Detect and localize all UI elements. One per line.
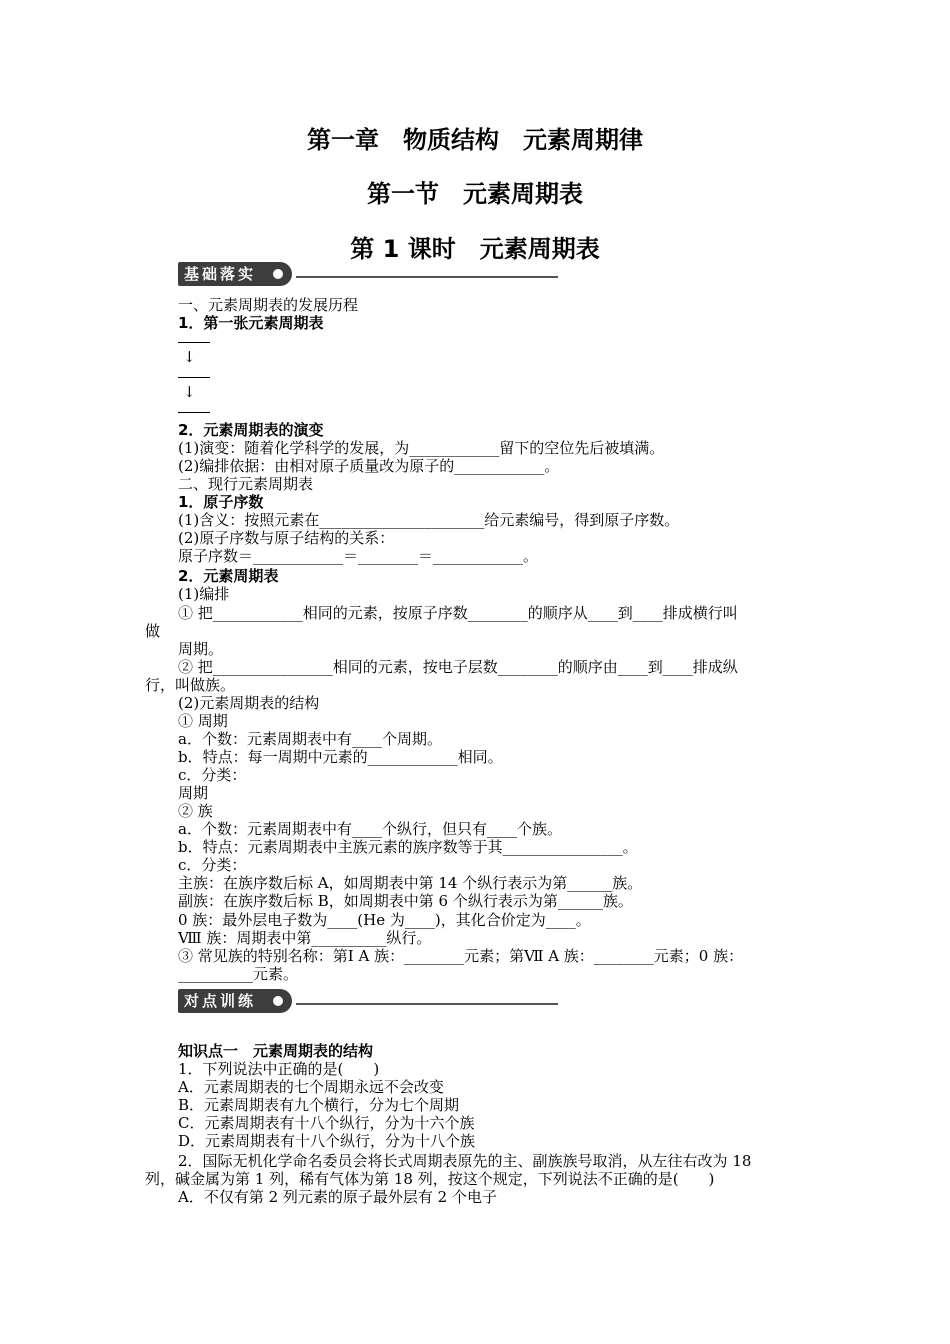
text-line: ② 把________________相同的元素，按电子层数________的顺序由____到____排成纵 xyxy=(178,658,738,676)
text-line: (1)含义：按照元素在______________________给元素编号，得到原子序数。 xyxy=(178,511,680,529)
text-line: 0 族：最外层电子数为____(He 为____)，其化合价定为____。 xyxy=(178,911,591,929)
banner-dot-icon xyxy=(273,996,283,1006)
heading-history: 一、元素周期表的发展历程 xyxy=(178,296,359,314)
text-line: ① 把____________相同的元素，按原子序数________的顺序从____到____排成横行叫 xyxy=(178,604,738,622)
banner-rule xyxy=(296,276,558,278)
text-line: (1)演变：随着化学科学的发展，为____________留下的空位先后被填满。 xyxy=(178,439,665,457)
basics-banner-label: 基础落实 xyxy=(178,262,292,286)
text-line: c．分类： xyxy=(178,856,247,874)
heading-atomic-number: 1．原子序数 xyxy=(178,493,264,511)
text-line: (2)编排依据：由相对原子质量改为原子的____________。 xyxy=(178,457,560,475)
text-line-wrap: 做 xyxy=(145,622,161,640)
chapter-title: 第一章 物质结构 元素周期律 xyxy=(307,126,643,154)
question-2: 2．国际无机化学命名委员会将长式周期表原先的主、副族族号取消，从左往右改为 18 xyxy=(178,1152,752,1170)
practice-banner-label: 对点训练 xyxy=(178,989,292,1013)
text-line-wrap: 行，叫做族。 xyxy=(145,676,236,694)
heading-periodic-table: 2．元素周期表 xyxy=(178,567,279,585)
banner-rule xyxy=(296,1003,558,1005)
banner-dot-icon xyxy=(273,269,283,279)
option-a: A．元素周期表的七个周期永远不会改变 xyxy=(178,1078,444,1096)
section-title: 第一节 元素周期表 xyxy=(367,180,583,208)
heading-evolution: 2．元素周期表的演变 xyxy=(178,421,324,439)
text-line: 主族：在族序数后标 A，如周期表中第 14 个纵行表示为第______族。 xyxy=(178,874,643,892)
text-line: (1)编排 xyxy=(178,585,230,603)
text-line: (2)元素周期表的结构 xyxy=(178,694,320,712)
lesson-title: 第 1 课时 元素周期表 xyxy=(350,235,600,263)
text-line: 副族：在族序数后标 B，如周期表中第 6 个纵行表示为第______族。 xyxy=(178,892,633,910)
text-line: 周期 xyxy=(178,784,209,802)
knowledge-point-heading: 知识点一 元素周期表的结构 xyxy=(178,1042,374,1060)
text-line: a．个数：元素周期表中有____个周期。 xyxy=(178,730,442,748)
text-line: c．分类： xyxy=(178,766,247,784)
text-line: a．个数：元素周期表中有____个纵行，但只有____个族。 xyxy=(178,820,562,838)
text-line: Ⅷ 族：周期表中第__________纵行。 xyxy=(178,929,432,947)
down-arrow-icon: ↓ xyxy=(183,383,196,401)
text-line: 原子序数＝____________＝________＝____________。 xyxy=(178,547,539,565)
heading-current-table: 二、现行元素周期表 xyxy=(178,475,314,493)
blank-line xyxy=(178,342,210,343)
heading-first-table: 1．第一张元素周期表 xyxy=(178,314,324,332)
text-line: b．特点：元素周期表中主族元素的族序数等于其________________。 xyxy=(178,838,638,856)
option-b: B．元素周期表有九个横行，分为七个周期 xyxy=(178,1096,460,1114)
text-line: 周期。 xyxy=(178,640,224,658)
down-arrow-icon: ↓ xyxy=(183,348,196,366)
text-line: ① 周期 xyxy=(178,712,228,730)
text-line: ② 族 xyxy=(178,802,213,820)
question-2-cont: 列，碱金属为第 1 列，稀有气体为第 18 列，按这个规定，下列说法不正确的是( ) xyxy=(145,1170,715,1188)
question-1: 1．下列说法中正确的是( ) xyxy=(178,1060,380,1078)
text-line: b．特点：每一周期中元素的____________相同。 xyxy=(178,748,503,766)
blank-line xyxy=(178,377,210,378)
text-line: (2)原子序数与原子结构的关系： xyxy=(178,529,395,547)
option-a: A．不仅有第 2 列元素的原子最外层有 2 个电子 xyxy=(178,1188,497,1206)
text-line: ③ 常见族的特别名称：第Ⅰ A 族：________元素；第Ⅶ A 族：________元素；0 族： xyxy=(178,947,744,965)
basics-banner xyxy=(178,262,558,286)
text-line: __________元素。 xyxy=(178,965,299,983)
practice-banner xyxy=(178,989,558,1013)
option-c: C．元素周期表有十八个纵行，分为十六个族 xyxy=(178,1114,475,1132)
blank-line xyxy=(178,412,210,413)
option-d: D．元素周期表有十八个纵行，分为十八个族 xyxy=(178,1132,476,1150)
